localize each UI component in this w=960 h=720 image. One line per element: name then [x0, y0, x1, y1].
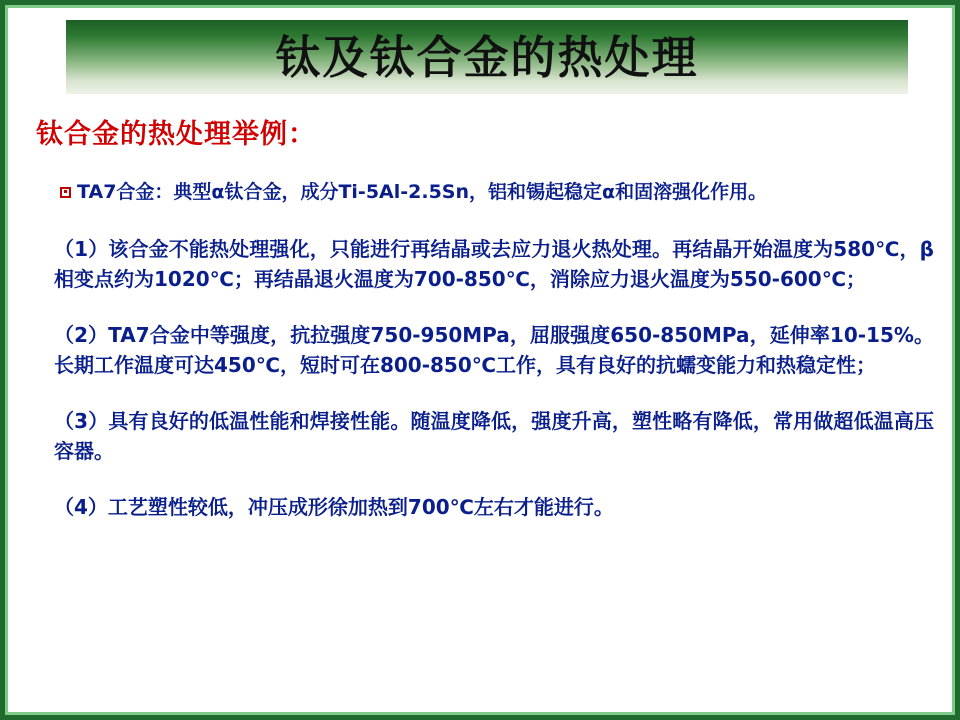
paragraph-2: （2）TA7合金中等强度，抗拉强度750-950MPa，屈服强度650-850MPa，延伸率10-15%。长期工作温度可达450℃，短时可在800-850℃工作，具有良好的抗蠕变能力和热稳定性；: [54, 323, 934, 377]
bullet-item-ta7: [60, 180, 940, 206]
slide-inner-frame: [5, 5, 955, 715]
title-banner: [66, 20, 908, 94]
paragraph-4: （4）工艺塑性较低，冲压成形徐加热到700℃左右才能进行。: [54, 495, 614, 519]
paragraph-3: （3）具有良好的低温性能和焊接性能。随温度降低，强度升高，塑性略有降低，常用做超低温高压容器。: [54, 409, 934, 463]
bullet-item-label: TA7合金：典型α钛合金，成分Ti-5Al-2.5Sn，铝和锡起稳定α和固溶强化作用。: [77, 181, 768, 203]
page-title: 钛及钛合金的热处理: [275, 30, 699, 84]
paragraph-1: （1）该合金不能热处理强化，只能进行再结晶或去应力退火热处理。再结晶开始温度为580℃，β相变点约为1020℃；再结晶退火温度为700-850℃，消除应力退火温度为550-600℃；: [54, 237, 934, 291]
body-content: [54, 234, 934, 522]
square-bullet-icon: [60, 187, 71, 198]
section-heading: 钛合金的热处理举例：: [36, 119, 316, 150]
